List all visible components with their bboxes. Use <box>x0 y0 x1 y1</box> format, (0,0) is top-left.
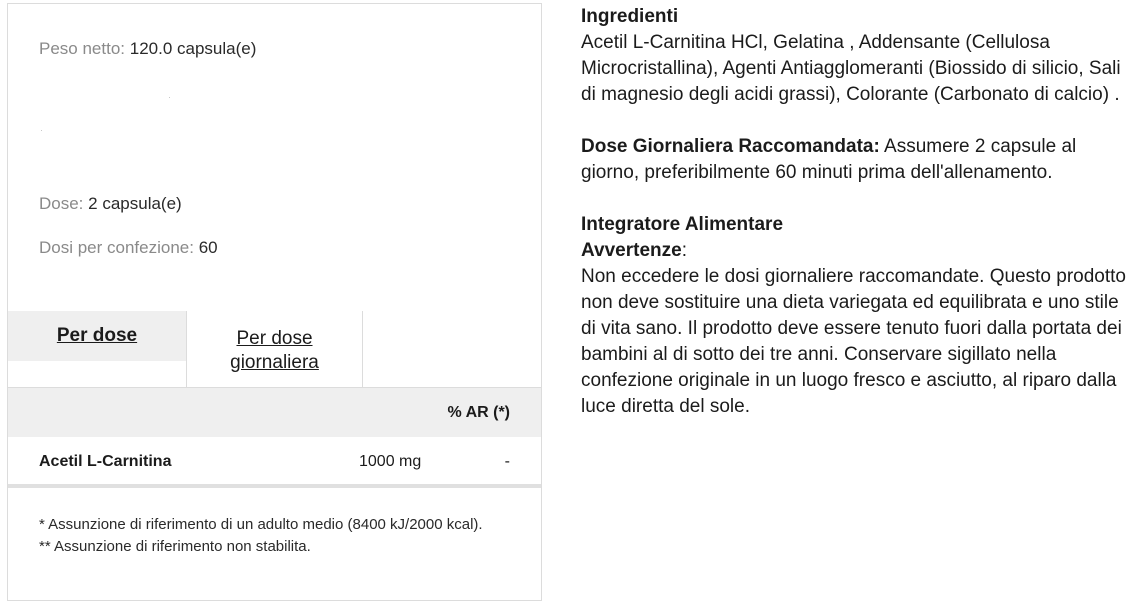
footnote-2: ** Assunzione di riferimento non stabilita. <box>39 538 311 555</box>
avvertenze-colon: : <box>681 240 687 261</box>
tab-per-dose-giornaliera-label-1: Per dose <box>236 328 313 349</box>
decorative-dot <box>169 97 170 98</box>
ingredient-ar: - <box>504 453 510 470</box>
tab-per-dose[interactable] <box>8 311 186 361</box>
peso-netto-value: 120.0 capsula(e) <box>129 39 257 58</box>
ingredienti-text: Acetil L-Carnitina HCl, Gelatina , Addensante (Cellulosa Microcristallina), Agenti Antiagglomeranti (Biossido di silicio, Sali di magnesio degli acidi grassi), Colorante (Carbonato di calcio) . <box>581 32 1121 105</box>
ingredient-amount: 1000 mg <box>359 453 422 470</box>
footnote-1: * Assunzione di riferimento di un adulto medio (8400 kJ/2000 kcal). <box>39 516 483 533</box>
dose-value: 2 capsula(e) <box>88 194 182 213</box>
dosi-confezione-value: 60 <box>198 238 218 257</box>
ingredienti-title: Ingredienti <box>581 6 679 27</box>
table-header <box>8 387 541 438</box>
product-description <box>581 4 1126 420</box>
dose-raccomandata-text: Assumere 2 capsule al giorno, preferibilmente 60 minuti prima dell'allenamento. <box>581 136 1077 183</box>
peso-netto-row <box>39 39 256 59</box>
table-row <box>8 437 541 487</box>
avvertenze-heading <box>581 238 1126 264</box>
dose-raccomandata <box>581 134 1126 186</box>
peso-netto-label: Peso netto: <box>39 39 126 58</box>
tab-per-dose-giornaliera-label-2: giornaliera <box>230 352 319 373</box>
header-ar: % AR (*) <box>447 404 510 421</box>
dosi-confezione-row <box>39 238 218 258</box>
dose-tabs <box>8 311 541 391</box>
integratore-title: Integratore Alimentare <box>581 214 784 235</box>
avvertenze-text: Non eccedere le dosi giornaliere raccomandate. Questo prodotto non deve sostituire una dieta variegata ed equilibrata e uno stile di vita sano. Il prodotto deve essere tenuto fuori dalla portata dei bambini al di sotto dei tre anni. Conservare sigillato nella confezione originale in un luogo fresco e asciutto, al riparo dalla luce diretta del sole. <box>581 266 1126 417</box>
dosi-confezione-label: Dosi per confezione: <box>39 238 194 257</box>
tab-per-dose-giornaliera[interactable] <box>186 311 363 391</box>
footnotes <box>39 514 499 558</box>
table-divider <box>8 484 541 488</box>
dose-label: Dose: <box>39 194 84 213</box>
dose-row <box>39 194 182 214</box>
decorative-dot <box>41 130 42 131</box>
avvertenze-title: Avvertenze <box>581 240 682 261</box>
nutrition-panel <box>7 3 542 601</box>
dose-raccomandata-title: Dose Giornaliera Raccomandata: <box>581 136 880 157</box>
ingredient-name: Acetil L-Carnitina <box>39 453 172 470</box>
tab-per-dose-label: Per dose <box>56 325 138 346</box>
